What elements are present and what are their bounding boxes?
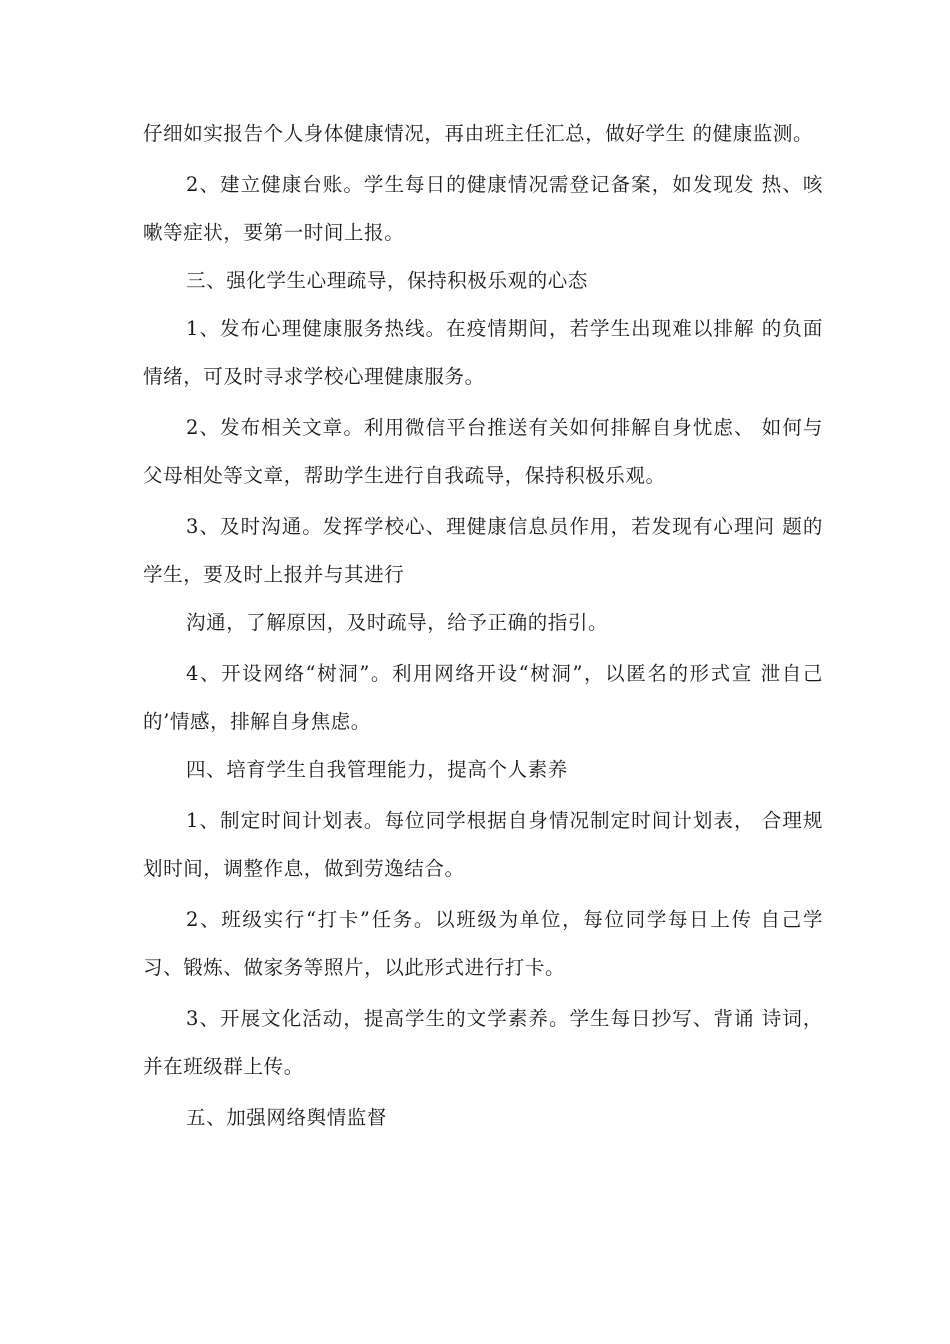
paragraph-12: 3、开展文化活动，提高学生的文学素养。学生每日抄写、背诵 诗词，并在班级群上传。 xyxy=(143,1007,823,1078)
paragraph-6: 3、及时沟通。发挥学校心、理健康信息员作用，若发现有心理问 题的学生，要及时上报并与其进行 xyxy=(143,515,823,586)
paragraph-5: 2、发布相关文章。利用微信平台推送有关如何排解自身忧虑、 如何与父母相处等文章，帮助学生进行自我疏导，保持积极乐观。 xyxy=(143,416,823,487)
paragraph-11: 2、班级实行“打卡”任务。以班级为单位，每位同学每日上传 自己学习、锻炼、做家务等照片，以此形式进行打卡。 xyxy=(143,908,823,979)
document-body xyxy=(143,110,823,1142)
paragraph-7: 沟通，了解原因，及时疏导，给予正确的指引。 xyxy=(186,611,609,634)
section-heading-4: 四、培育学生自我管理能力，提高个人素养 xyxy=(186,758,568,781)
section-heading-5: 五、加强网络舆情监督 xyxy=(186,1106,388,1129)
paragraph-10: 1、制定时间计划表。每位同学根据自身情况制定时间计划表， 合理规划时间，调整作息，做到劳逸结合。 xyxy=(143,809,823,880)
paragraph-2: 2、建立健康台账。学生每日的健康情况需登记备案，如发现发 热、咳嗽等症状，要第一时间上报。 xyxy=(143,173,823,244)
paragraph-8: 4、开设网络“树洞”。利用网络开设“树洞”，以匿名的形式宣 泄自己的’情感，排解自身焦虑。 xyxy=(143,662,823,733)
paragraph-4: 1、发布心理健康服务热线。在疫情期间，若学生出现难以排解 的负面情绪，可及时寻求学校心理健康服务。 xyxy=(143,317,823,388)
section-heading-3: 三、强化学生心理疏导，保持积极乐观的心态 xyxy=(186,269,589,292)
paragraph-1: 仔细如实报告个人身体健康情况，再由班主任汇总，做好学生 的健康监测。 xyxy=(143,122,814,145)
